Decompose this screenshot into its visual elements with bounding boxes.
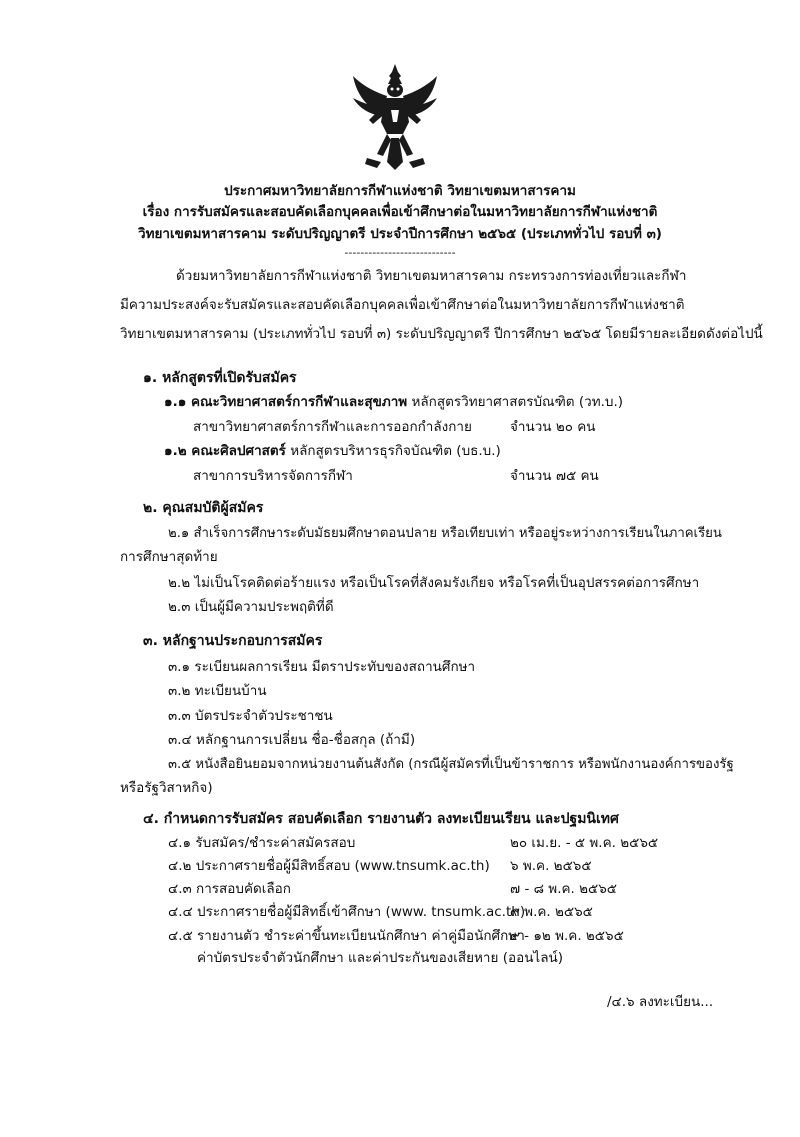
section1-item2-count: จำนวน ๗๕ คน	[510, 468, 599, 484]
section1-item1-count: จำนวน ๒๐ คน	[510, 419, 596, 435]
section3-item3: ๓.๓ บัตรประจำตัวประชาชน	[168, 708, 333, 724]
schedule-item5: ๔.๕ รายงานตัว ชำระค่าขึ้นทะเบียนนักศึกษา ค่าคู่มือนักศึกษา	[168, 928, 525, 944]
section1-item1-major: สาขาวิทยาศาสตร์การกีฬาและการออกกำลังกาย	[193, 419, 472, 435]
continuation-marker: /๔.๖ ลงทะเบียน...	[607, 994, 714, 1010]
section1-item1-faculty: ๑.๑ คณะวิทยาศาสตร์การกีฬาและสุขภาพ	[164, 394, 408, 410]
announcement-subject: เรื่อง การรับสมัครและสอบคัดเลือกบุคคลเพื่อเข้าศึกษาต่อในมหาวิทยาลัยการกีฬาแห่งชาติ	[142, 204, 658, 220]
section3-item4: ๓.๔ หลักฐานการเปลี่ยน ชื่อ-ชื่อสกุล (ถ้ามี)	[168, 732, 416, 748]
announcement-title: ประกาศมหาวิทยาลัยการกีฬาแห่งชาติ วิทยาเขตมหาสารคาม	[224, 183, 576, 199]
garuda-emblem-icon	[347, 62, 443, 174]
section1-item1-program: หลักสูตรวิทยาศาสตรบัณฑิต (วท.บ.)	[407, 394, 624, 410]
intro-line-1: ด้วยมหาวิทยาลัยการกีฬาแห่งชาติ วิทยาเขตมหาสารคาม กระทรวงการท่องเที่ยวและกีฬา	[176, 268, 687, 284]
schedule-item2-date: ๖ พ.ค. ๒๕๖๕	[510, 858, 592, 874]
section1-item2-program: หลักสูตรบริหารธุรกิจบัณฑิต (บธ.บ.)	[285, 443, 501, 459]
section1-heading: ๑. หลักสูตรที่เปิดรับสมัคร	[143, 370, 297, 386]
section3-item1: ๓.๑ ระเบียนผลการเรียน มีตราประทับของสถานศึกษา	[168, 659, 476, 675]
announcement-subject-cont: วิทยาเขตมหาสารคาม ระดับปริญญาตรี ประจำปีการศึกษา ๒๕๖๕ (ประเภททั่วไป รอบที่ ๓)	[138, 226, 662, 242]
schedule-item1: ๔.๑ รับสมัคร/ชำระค่าสมัครสอบ	[168, 835, 356, 851]
section1-item1	[164, 393, 623, 411]
section3-item5: ๓.๕ หนังสือยินยอมจากหน่วยงานต้นสังกัด (กรณีผู้สมัครที่เป็นข้าราชการ หรือพนักงานองค์การของรัฐ	[168, 757, 734, 772]
section2-item1: ๒.๑ สำเร็จการศึกษาระดับมัธยมศึกษาตอนปลาย หรือเทียบเท่า หรืออยู่ระหว่างการเรียนในภาคเรียน	[168, 526, 722, 541]
section3-item2: ๓.๒ ทะเบียนบ้าน	[168, 683, 267, 699]
section3-heading: ๓. หลักฐานประกอบการสมัคร	[143, 633, 323, 649]
schedule-item5-cont: ค่าบัตรประจำตัวนักศึกษา และค่าประกันของเสียหาย (ออนไลน์)	[197, 950, 563, 966]
section4-heading: ๔. กำหนดการรับสมัคร สอบคัดเลือก รายงานตัว ลงทะเบียนเรียน และปฐมนิเทศ	[143, 811, 619, 827]
schedule-item2: ๔.๒ ประกาศรายชื่อผู้มีสิทธิ์สอบ (www.tnsumk.ac.th)	[168, 858, 490, 874]
title-separator: ----------------------------	[344, 246, 456, 259]
intro-line-3: วิทยาเขตมหาสารคาม (ประเภททั่วไป รอบที่ ๓) ระดับปริญญาตรี ปีการศึกษา ๒๕๖๕ โดยมีรายละเอียดดังต่อไปนี้	[120, 326, 763, 342]
section2-item3: ๒.๓ เป็นผู้มีความประพฤติที่ดี	[168, 599, 334, 615]
schedule-item3-date: ๗ - ๘ พ.ค. ๒๕๖๕	[510, 881, 618, 897]
section3-item5-cont: หรือรัฐวิสาหกิจ)	[120, 780, 213, 796]
schedule-item4-date: ๙ พ.ค. ๒๕๖๕	[510, 904, 593, 920]
section2-item2: ๒.๒ ไม่เป็นโรคติดต่อร้ายแรง หรือเป็นโรคที่สังคมรังเกียจ หรือโรคที่เป็นอุปสรรคต่อการศึกษา	[168, 575, 700, 591]
section1-item2	[164, 442, 501, 460]
section2-item1-cont: การศึกษาสุดท้าย	[120, 549, 218, 565]
section1-item2-faculty: ๑.๒ คณะศิลปศาสตร์	[164, 443, 286, 459]
schedule-item4: ๔.๔ ประกาศรายชื่อผู้มีสิทธิ์เข้าศึกษา (www. tnsumk.ac.th)	[168, 904, 526, 920]
section1-item2-major: สาขาการบริหารจัดการกีฬา	[193, 468, 353, 484]
section2-heading: ๒. คุณสมบัติผู้สมัคร	[143, 500, 264, 516]
schedule-item5-date: ๙ - ๑๒ พ.ค. ๒๕๖๕	[510, 928, 624, 944]
schedule-item1-date: ๒๐ เม.ย. - ๕ พ.ค. ๒๕๖๕	[510, 835, 659, 851]
intro-line-2: มีความประสงค์จะรับสมัครและสอบคัดเลือกบุคคลเพื่อเข้าศึกษาต่อในมหาวิทยาลัยการกีฬาแห่งชาติ	[120, 297, 685, 313]
schedule-item3: ๔.๓ การสอบคัดเลือก	[168, 881, 291, 897]
